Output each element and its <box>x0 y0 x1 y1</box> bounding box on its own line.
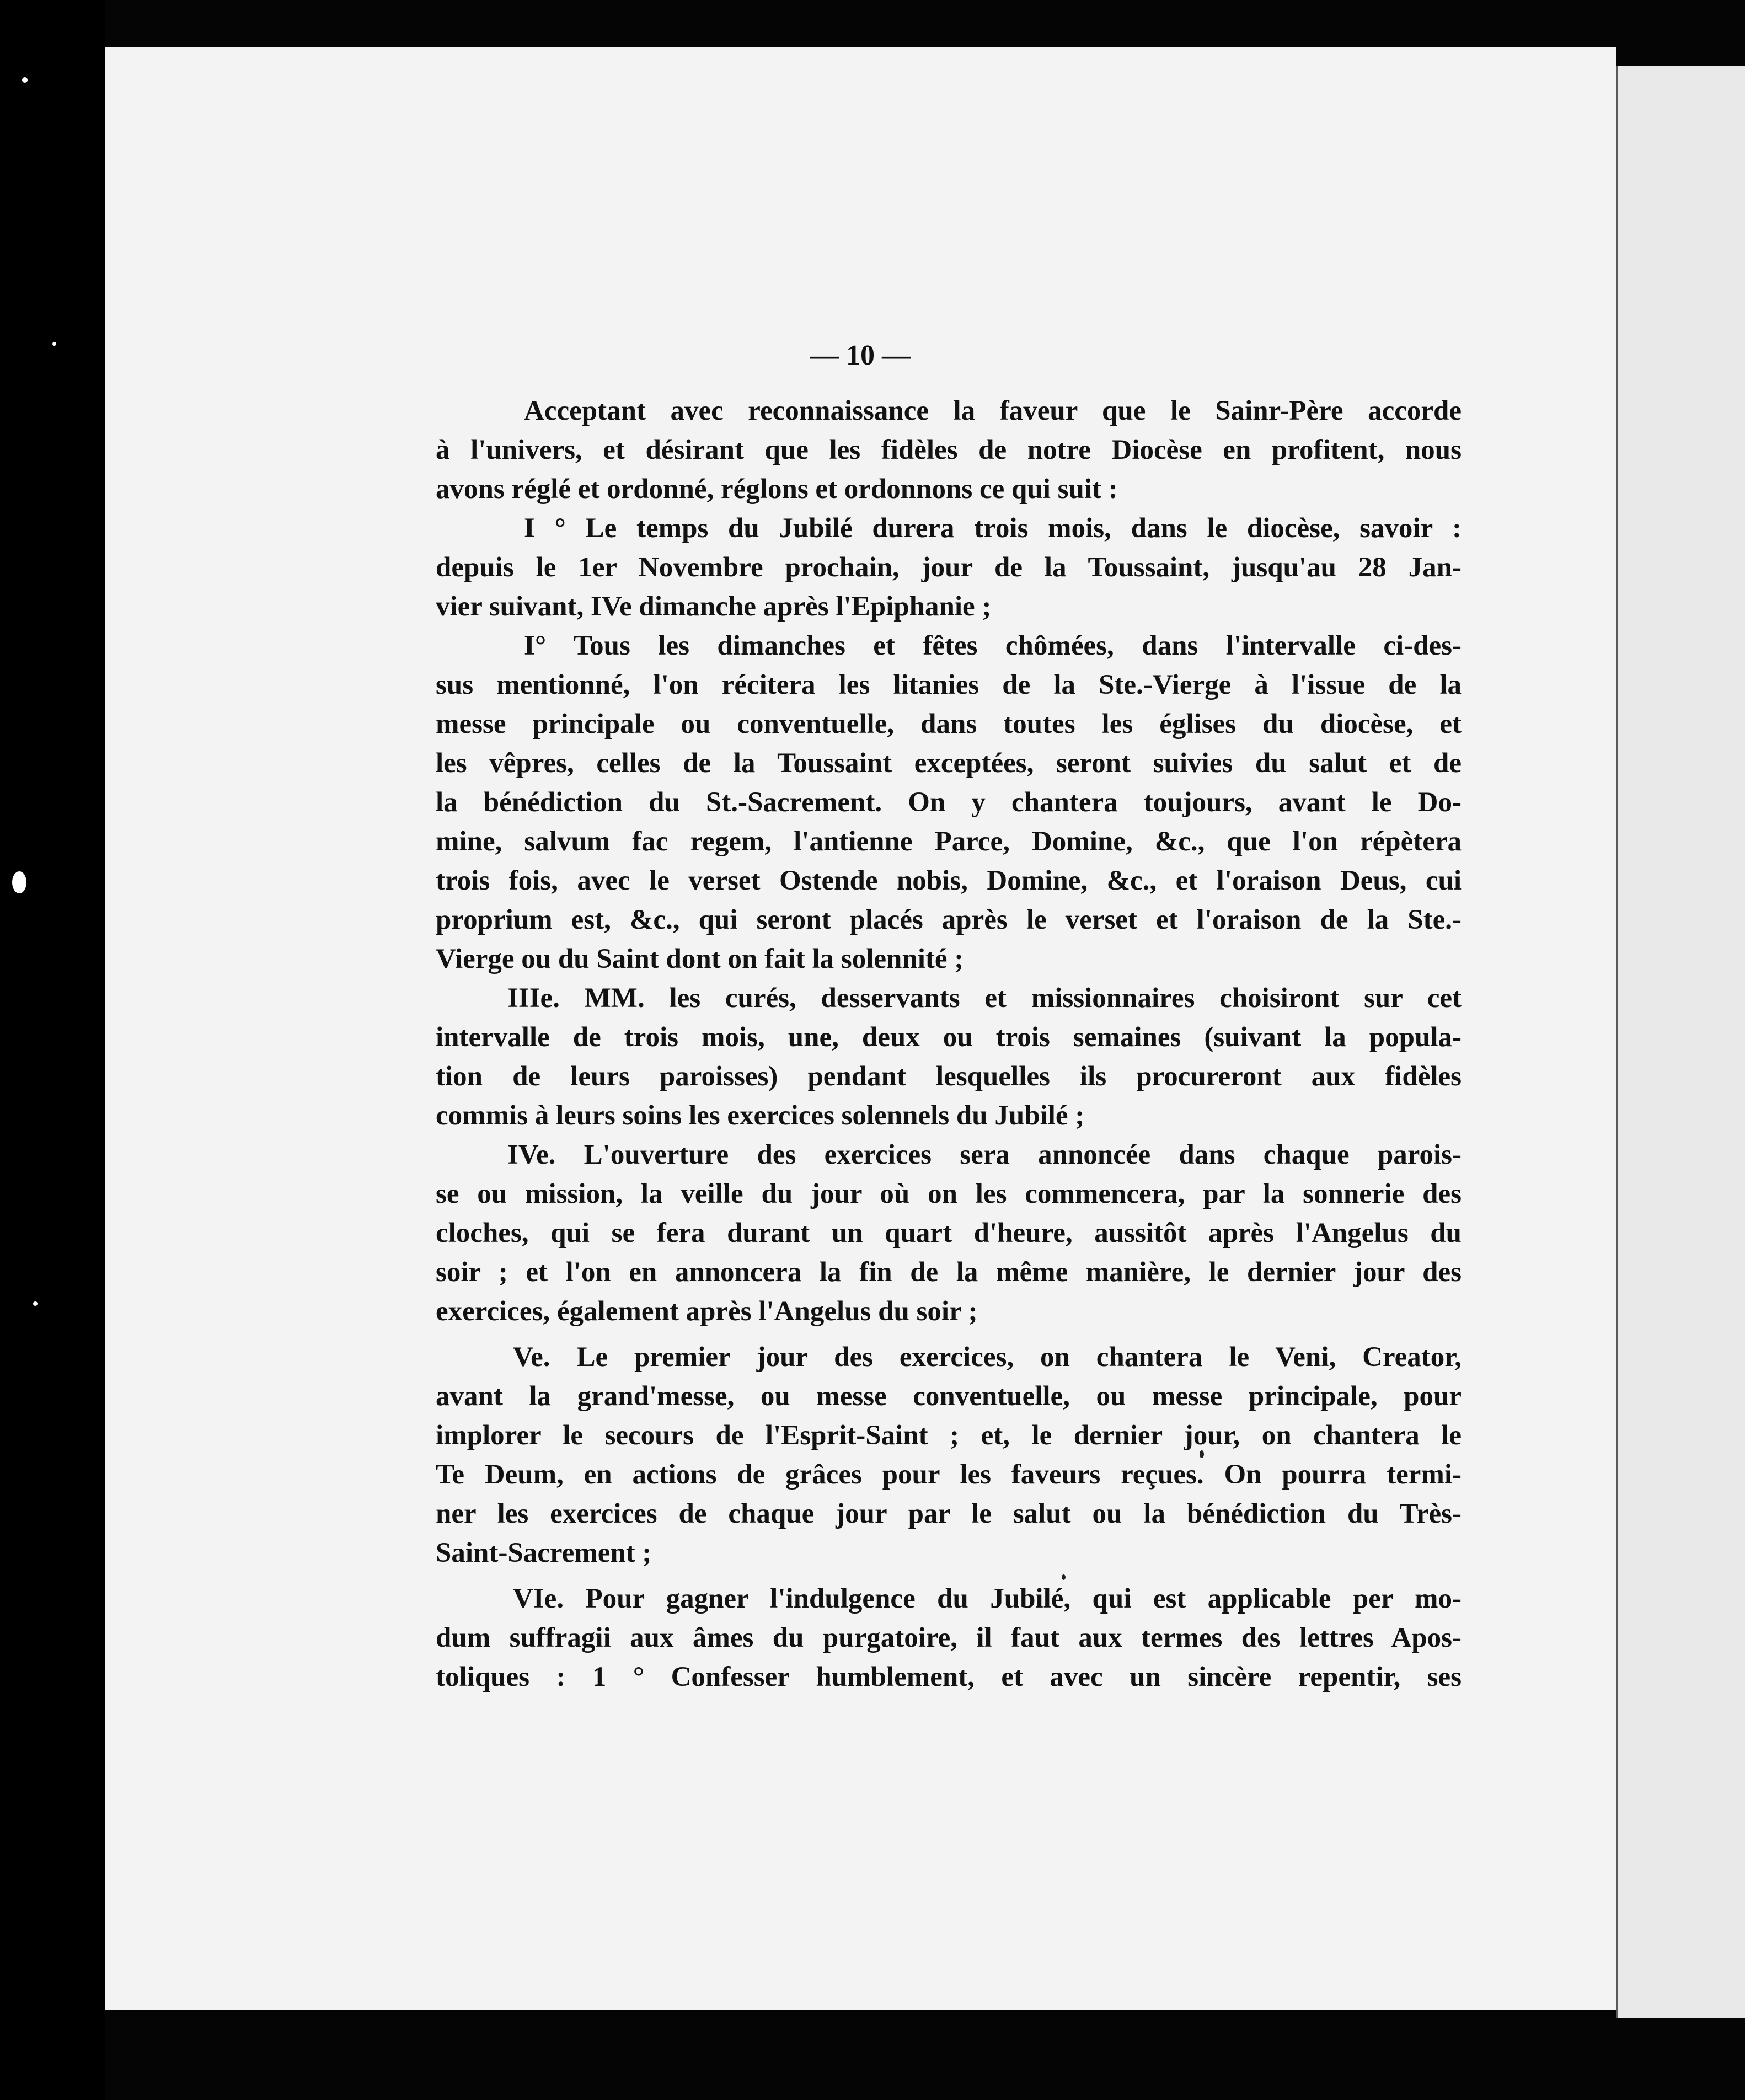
text-line: depuis le 1er Novembre prochain, jour de la Toussaint, jusqu'au 28 Jan- <box>436 552 1462 583</box>
paragraph-article-3 <box>436 979 1462 1135</box>
scan-speck <box>12 871 26 893</box>
text-line: tion de leurs paroisses) pendant lesquelles ils procureront aux fidèles <box>436 1061 1462 1092</box>
text-line: ner les exercices de chaque jour par le salut ou la bénédiction du Très- <box>436 1498 1462 1529</box>
text-line: messe principale ou conventuelle, dans toutes les églises du diocèse, et <box>436 709 1462 740</box>
text-line: Vierge ou du Saint dont on fait la solennité ; <box>436 944 964 974</box>
text-line: VIe. Pour gagner l'indulgence du Jubilé, qui est applicable per mo- <box>513 1583 1462 1614</box>
text-line: Ve. Le premier jour des exercices, on chantera le Veni, Creator, <box>513 1342 1462 1373</box>
text-line: commis à leurs soins les exercices solennels du Jubilé ; <box>436 1100 1085 1131</box>
document-page <box>105 47 1616 2010</box>
scan-dark-margin <box>0 0 105 2100</box>
text-line: exercices, également après l'Angelus du soir ; <box>436 1296 978 1327</box>
text-line: implorer le secours de l'Esprit-Saint ; et, le dernier jour, on chantera le <box>436 1420 1462 1451</box>
text-line: Te Deum, en actions de grâces pour les faveurs reçues. On pourra termi- <box>436 1459 1462 1490</box>
paragraph-article-6 <box>436 1579 1462 1697</box>
text-line: toliques : 1 ° Confesser humblement, et avec un sincère repentir, ses <box>436 1662 1462 1692</box>
text-line: I ° Le temps du Jubilé durera trois mois, dans le diocèse, savoir : <box>524 513 1462 544</box>
paragraph-article-5 <box>436 1338 1462 1573</box>
text-line: proprium est, &c., qui seront placés après le verset et l'oraison de la Ste.- <box>436 904 1462 935</box>
scan-speck <box>52 342 56 346</box>
text-line: Saint-Sacrement ; <box>436 1538 652 1568</box>
text-line: cloches, qui se fera durant un quart d'heure, aussitôt après l'Angelus du <box>436 1218 1462 1249</box>
text-line: avant la grand'messe, ou messe conventuelle, ou messe principale, pour <box>436 1381 1462 1412</box>
text-line: IVe. L'ouverture des exercices sera annoncée dans chaque parois- <box>507 1139 1462 1170</box>
text-line: vier suivant, IVe dimanche après l'Epiphanie ; <box>436 591 992 622</box>
text-line: dum suffragii aux âmes du purgatoire, il faut aux termes des lettres Apos- <box>436 1622 1462 1653</box>
text-line: la bénédiction du St.-Sacrement. On y chantera toujours, avant le Do- <box>436 787 1462 818</box>
text-line: les vêpres, celles de la Toussaint exceptées, seront suivies du salut et de <box>436 748 1462 779</box>
text-line: soir ; et l'on en annoncera la fin de la même manière, le dernier jour des <box>436 1257 1462 1288</box>
text-line: sus mentionné, l'on récitera les litanies de la Ste.-Vierge à l'issue de la <box>436 669 1462 700</box>
text-line: IIIe. MM. les curés, desservants et missionnaires choisiront sur cet <box>507 983 1462 1014</box>
scan-speck <box>22 77 28 83</box>
paragraph-intro <box>436 392 1462 509</box>
text-line: avons réglé et ordonné, réglons et ordonnons ce qui suit : <box>436 474 1118 505</box>
page-number: — 10 — <box>810 340 911 371</box>
paragraph-article-2 <box>436 626 1462 979</box>
text-line: trois fois, avec le verset Ostende nobis, Domine, &c., et l'oraison Deus, cui <box>436 865 1462 896</box>
text-line: intervalle de trois mois, une, deux ou trois semaines (suivant la popula- <box>436 1022 1462 1053</box>
body-text <box>436 392 1462 1697</box>
scan-speck <box>33 1301 38 1306</box>
text-line: Acceptant avec reconnaissance la faveur que le Sainr-Père accorde <box>524 395 1462 426</box>
paragraph-article-4 <box>436 1135 1462 1331</box>
text-line: se ou mission, la veille du jour où on les commencera, par la sonnerie des <box>436 1178 1462 1209</box>
paragraph-article-1 <box>436 509 1462 626</box>
facing-page-edge <box>1616 66 1745 2018</box>
text-line: à l'univers, et désirant que les fidèles de notre Diocèse en profitent, nous <box>436 435 1462 465</box>
text-line: I° Tous les dimanches et fêtes chômées, dans l'intervalle ci-des- <box>524 630 1462 661</box>
text-line: mine, salvum fac regem, l'antienne Parce, Domine, &c., que l'on répètera <box>436 826 1462 857</box>
